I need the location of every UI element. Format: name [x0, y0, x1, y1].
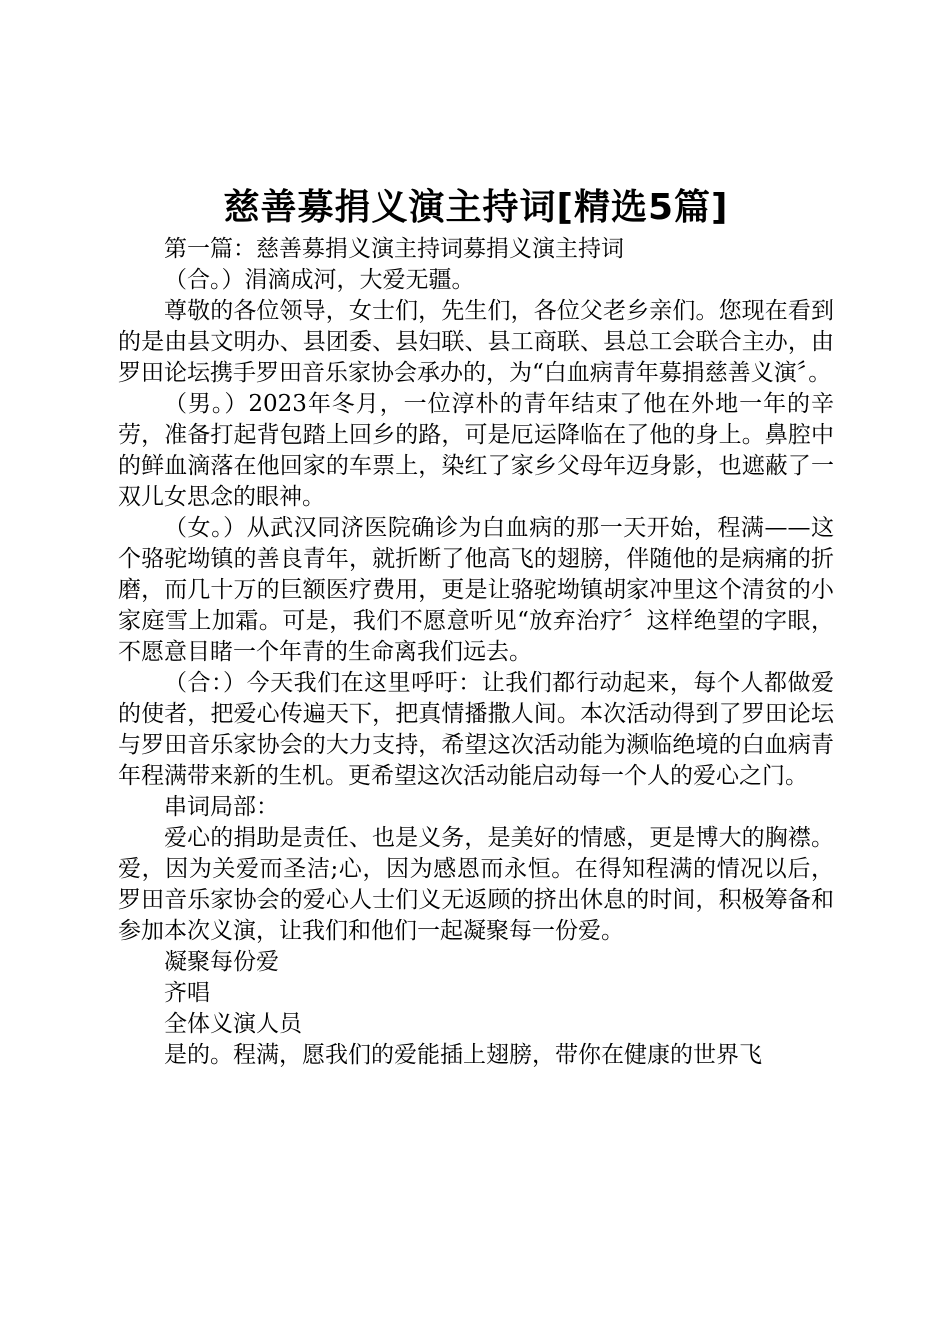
paragraph-male-host: （男。）2023年冬月，一位淳朴的青年结束了他在外地一年的辛劳，准备打起背包踏上回乡的路，可是厄运降临在了他的身上。鼻腔中的鲜血滴落在他回家的车票上，染红了家乡父母年迈身影，也遮蔽了一双儿女思念的眼神。 — [118, 391, 834, 510]
document-page — [118, 182, 834, 1071]
paragraph-performers: 全体义演人员 — [164, 1011, 302, 1037]
paragraph-section-label: 串词局部： — [164, 794, 279, 820]
paragraph-chorus-appeal: （合：）今天我们在这里呼吁：让我们都行动起来，每个人都做爱的使者，把爱心传遍天下，把真情播撒人间。本次活动得到了罗田论坛与罗田音乐家协会的大力支持，希望这次活动能为濒临绝境的白血病青年程满带来新的生机。更希望这次活动能启动每一个人的爱心之门。 — [118, 670, 834, 789]
paragraph-female-host: （女。）从武汉同济医院确诊为白血病的那一天开始，程满——这个骆驼坳镇的善良青年，就折断了他高飞的翅膀，伴随他的是病痛的折磨，而几十万的巨额医疗费用，更是让骆驼坳镇胡家冲里这个清贫的小家庭雪上加霜。可是，我们不愿意听见“放弃治疗〞这样绝望的字眼，不愿意目睹一个年青的生命离我们远去。 — [118, 515, 834, 665]
paragraph-linking-words: 爱心的捐助是责任、也是义务，是美好的情感，更是博大的胸襟。爱，因为关爱而圣洁;心，因为感恩而永恒。在得知程满的情况以后，罗田音乐家协会的爱心人士们义无返顾的挤出休息的时间，积极筹备和参加本次义演，让我们和他们一起凝聚每一份爱。 — [118, 825, 834, 944]
document-title: 慈善募捐义演主持词[精选5篇] — [223, 187, 729, 228]
paragraph-chapter-heading: 第一篇：慈善募捐义演主持词募捐义演主持词 — [164, 236, 624, 262]
paragraph-performance-type: 齐唱 — [164, 980, 210, 1006]
paragraph-greeting: 尊敬的各位领导，女士们，先生们，各位父老乡亲们。您现在看到的是由县文明办、县团委、县妇联、县工商联、县总工会联合主办，由罗田论坛携手罗田音乐家协会承办的，为“白血病青年募捐慈善义演〞。 — [118, 298, 834, 386]
paragraph-closing: 是的。程满，愿我们的爱能插上翅膀，带你在健康的世界飞 — [164, 1042, 762, 1068]
document-body — [118, 234, 834, 1071]
paragraph-opening-chorus: （合。）涓滴成河，大爱无疆。 — [164, 267, 475, 293]
paragraph-song-title: 凝聚每份爱 — [164, 949, 279, 975]
